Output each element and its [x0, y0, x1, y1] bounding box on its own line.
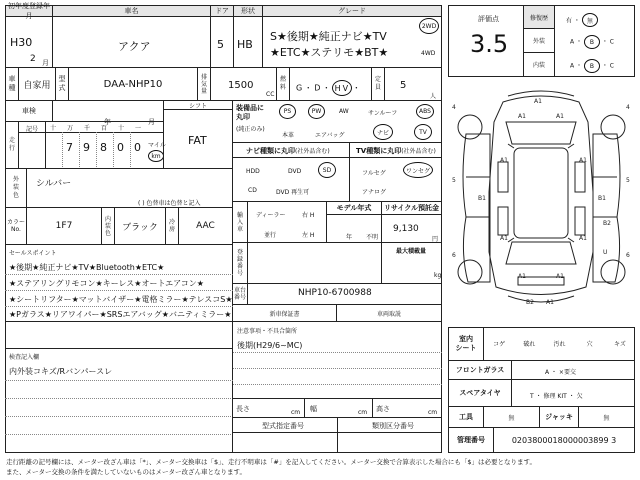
navi-dvd: DVD	[288, 168, 302, 175]
inspect-header: 車検	[5, 100, 53, 122]
sales-line-1: ★後期★純正ナビ★TV★Bluetooth★ETC★	[9, 263, 165, 272]
spare-value: T ・ 修理 KIT ・ 欠	[530, 393, 583, 400]
mile-label: マイル	[148, 142, 166, 149]
color-code-header: カラー No.	[5, 207, 27, 245]
first-reg-year: H30	[10, 36, 33, 49]
repair-header: 修復歴	[523, 5, 555, 29]
fuel-options: G・D・ HV ・	[296, 80, 362, 96]
equip-leather: 本革	[282, 132, 295, 139]
recycle-header: リサイクル預託金	[381, 201, 442, 215]
notes-label: 注意事項・不具合箇所	[237, 328, 298, 335]
km-circle: km	[148, 150, 164, 162]
door-header: ドア	[210, 5, 234, 17]
exterior-color-header: 外 装 色	[5, 168, 27, 208]
mileage-cell	[18, 121, 164, 169]
door-value: 5	[217, 38, 224, 51]
fuel-header: 燃 料	[276, 67, 290, 101]
capacity-unit: 人	[430, 93, 437, 100]
model-header: 型 式	[55, 67, 69, 101]
repair-no-circle: 無	[582, 13, 598, 27]
left-num-5: 5	[452, 177, 456, 184]
car-name: アクア	[118, 40, 151, 53]
manual-cell: 車両取説	[336, 304, 442, 322]
import-right: 右 H	[302, 212, 315, 219]
navi-type-label-text: ナビ種類に丸印	[246, 147, 295, 155]
tv-type-label-text: TV種類に丸印	[356, 147, 402, 155]
first-reg-month-label: 月	[42, 59, 49, 67]
tv-oneseg: ワンセグ	[403, 162, 433, 178]
exterior-c: C	[609, 38, 614, 46]
score-label: 評価点	[478, 15, 499, 23]
mileage-unit-label: 百	[101, 125, 108, 132]
disp-value: 1500	[228, 80, 254, 91]
dim-length: 長さ	[236, 405, 250, 413]
mileage-digit: 8	[100, 141, 107, 154]
equip-abs: ABS	[416, 104, 434, 119]
shift-header: シフト	[163, 100, 233, 110]
mark-a1-rear: A1	[546, 299, 554, 306]
glass-value-2: 交	[569, 369, 576, 376]
capacity-value: 5	[400, 80, 407, 91]
import-parallel: 並行	[264, 232, 277, 239]
usage-value: 自家用	[18, 67, 56, 101]
dim-width: 幅	[310, 405, 317, 413]
mileage-digit: 9	[83, 141, 90, 154]
chassis-header: 車台 番号	[232, 283, 248, 305]
mark-a1-left-front: A1	[500, 157, 508, 164]
tool-value: 無	[483, 406, 540, 428]
fuel-hv-circle: HV	[332, 80, 352, 96]
color-code: 1F7	[26, 207, 102, 245]
equipment-label: 装備品に 丸印	[236, 104, 264, 121]
recycle-unit: 円	[432, 236, 439, 243]
model-value: DAA-NHP10	[68, 67, 198, 101]
right-num-4: 4	[626, 104, 630, 111]
grade-line-2: ★ETC★ステリモ★BT★	[270, 46, 389, 59]
right-num-6: 6	[626, 252, 630, 259]
car-diagram-svg	[448, 82, 635, 322]
dim-width-unit: cm	[358, 409, 368, 416]
repair-options: 有 ・ 無	[566, 13, 598, 27]
mark-a1-right-rear: A1	[579, 235, 587, 242]
usage-header: 車 種	[5, 67, 19, 101]
sales-line-4: ★Pガラス★リアワイパー★SRSエアバッグ★バニティミラー★	[9, 310, 232, 319]
car-name-header: 車名	[52, 5, 211, 17]
inspect-month-label: 月	[148, 118, 155, 126]
equip-aw: AW	[339, 108, 349, 115]
mark-b1-left: B1	[478, 195, 486, 202]
equip-ps: PS	[279, 104, 296, 119]
import-dealer: ディーラー	[256, 212, 286, 219]
drive-2wd: 2WD	[419, 18, 439, 34]
shift-value: FAT	[188, 134, 207, 147]
mark-b1-right: B1	[598, 195, 606, 202]
import-left: 左 H	[302, 232, 315, 239]
exterior-color-note: ( ) 色替車は色替と記入	[138, 200, 201, 207]
disp-unit: CC	[266, 91, 275, 98]
mark-b2-right: B2	[603, 220, 611, 227]
tv-analog: アナログ	[362, 189, 387, 196]
mileage-digit: 0	[117, 141, 124, 154]
seat-item: 破れ	[523, 341, 536, 348]
shape-header: 形状	[233, 5, 263, 17]
sales-line-3: ★シートリフター★マットバイザー★電格ミラー★テレスコS★	[9, 295, 233, 304]
drive-4wd: 4WD	[421, 50, 436, 57]
model-year-unit: 年	[346, 234, 353, 241]
designation-label: 型式指定番号	[262, 422, 304, 430]
exterior-grades: A ・ B ・ C	[570, 35, 614, 49]
navi-type-label	[246, 146, 330, 156]
dim-height-unit: cm	[428, 409, 438, 416]
exterior-header: 外装	[523, 28, 555, 53]
dimensions-row	[232, 398, 442, 418]
digits-label: 記号	[26, 126, 39, 133]
mark-a1-hood-r: A1	[556, 113, 564, 120]
disp-header: 排 気 量	[197, 67, 211, 101]
tv-fullseg: フルセグ	[362, 170, 386, 177]
mark-a1-right-front: A1	[579, 157, 587, 164]
first-reg-month: 2	[30, 54, 36, 64]
mileage-unit-label: 十	[118, 125, 125, 132]
footer-line-2: また、メーター交換の条件を満たしていないものはメーター改ざん車となります。	[6, 468, 246, 476]
interior-color-header: 内 装 色	[101, 207, 115, 245]
mileage-unit-label: 千	[84, 125, 91, 132]
exterior-color: シルバー	[36, 179, 72, 189]
left-num-4: 4	[452, 104, 456, 111]
grade-header: グレード	[262, 5, 442, 17]
seat-item: 穴	[586, 341, 593, 348]
exterior-b-circle: B	[584, 35, 600, 49]
mark-a1-trunk-l: A1	[518, 273, 526, 280]
notes-line-1: 後期(H29/6~MC)	[237, 341, 303, 350]
chassis-value: NHP10-6700988	[298, 288, 372, 298]
mgmt-label: 管理番号	[448, 427, 494, 453]
glass-label: フロントガラス	[448, 360, 512, 380]
first-reg-header: 初年度登録年月	[5, 5, 53, 17]
equip-tv: TV	[414, 124, 432, 140]
load-label: 最大積載量	[396, 248, 427, 255]
load-unit: kg	[434, 272, 442, 279]
import-header: 輸 入 車	[232, 201, 248, 243]
import-cell	[247, 201, 327, 243]
equip-airbag: エアバッグ	[315, 132, 345, 139]
equipment-sublabel: (純正のみ)	[236, 126, 265, 133]
mark-a1-hood-l: A1	[518, 113, 526, 120]
mark-a1-trunk-r: A1	[556, 273, 564, 280]
model-year-header: モデル年式	[326, 201, 382, 215]
navi-sd: SD	[318, 162, 336, 178]
repair-yes: 有	[566, 17, 573, 25]
mileage-unit-label: 十	[50, 125, 57, 132]
capacity-header: 定 員	[371, 67, 385, 101]
tv-type-sub: (社外品含む)	[401, 148, 436, 155]
running-header: 走 行	[5, 121, 19, 169]
mark-a1-left-rear: A1	[500, 235, 508, 242]
right-num-5: 5	[626, 177, 630, 184]
footer-line-1: 走行距離の記号欄には、メーター改ざん車は「*」、メーター交換車は「$」、走行不明車は「#」を記入してください。メーター交換で合算表示した場合にも「$」は必要となります。	[6, 458, 536, 466]
glass-value-1: A ・ ×要	[545, 369, 570, 376]
mileage-unit-label: 万	[67, 125, 74, 132]
navi-type-sub: (社外品含む)	[295, 148, 330, 155]
dim-length-unit: cm	[291, 409, 301, 416]
tool-label: 工具	[448, 406, 484, 428]
score-value: 3.5	[470, 30, 509, 58]
aircon-header: 冷 房	[165, 207, 179, 245]
interior-header: 内装	[523, 52, 555, 77]
mark-a1-front: A1	[534, 98, 542, 105]
grade-line-1: S★後期★純正ナビ★TV	[270, 30, 387, 43]
interior-grades: A ・ B ・ C	[570, 59, 614, 73]
spare-label: スペアタイヤ	[448, 379, 512, 407]
seat-item: キズ	[613, 341, 626, 348]
interior-color: ブラック	[114, 207, 166, 245]
car-diagram	[448, 82, 635, 322]
left-num-6: 6	[452, 252, 456, 259]
interior-c: C	[609, 62, 614, 70]
sales-label: セールスポイント	[9, 250, 57, 257]
seat-label: 室内 シート	[448, 327, 484, 361]
category-label: 類別区分番号	[372, 422, 414, 430]
reg-header: 登 録 番 号	[232, 242, 248, 284]
interior-a: A	[570, 62, 575, 70]
sales-line-2: ★ステアリングリモコン★キーレス★オートエアコン★	[9, 279, 204, 288]
navi-cd: CD	[248, 187, 257, 194]
glass-cell	[511, 360, 635, 380]
exterior-a: A	[570, 38, 575, 46]
jack-value: 無	[578, 406, 635, 428]
mgmt-value: 0203800018000003899 3	[493, 427, 635, 453]
jack-label: ジャッキ	[539, 406, 579, 428]
shape-value: HB	[237, 38, 253, 51]
inspect-year-label: 年	[104, 118, 111, 126]
model-year-unknown: 不明	[366, 234, 379, 241]
mileage-unit-label: 一	[135, 125, 142, 132]
recycle-value: 9,130	[393, 224, 419, 234]
equip-pw: PW	[308, 104, 325, 119]
mileage-digit: 7	[66, 141, 73, 154]
equip-navi: ナビ	[373, 124, 393, 140]
inspection-label: 検査記入欄	[9, 354, 40, 361]
tv-type-label	[356, 146, 436, 156]
mileage-digit: 0	[134, 141, 141, 154]
aircon-value: AAC	[178, 207, 233, 245]
mark-b2-rear: B2	[526, 299, 534, 306]
navi-hdd: HDD	[246, 168, 260, 175]
equip-sunroof: サンルーフ	[368, 110, 398, 117]
seat-item: 汚れ	[553, 341, 566, 348]
inspection-line-1: 内外装コキズ/Rバンパースレ	[9, 367, 113, 376]
mark-u-right: U	[603, 249, 608, 256]
interior-b-circle: B	[584, 59, 600, 73]
dim-height: 高さ	[376, 405, 390, 413]
warranty-cell: 新車保証書	[232, 304, 337, 322]
navi-dvd-play: DVD 再生可	[276, 189, 310, 196]
seat-item: コゲ	[493, 341, 506, 348]
reg-cell	[247, 242, 382, 284]
